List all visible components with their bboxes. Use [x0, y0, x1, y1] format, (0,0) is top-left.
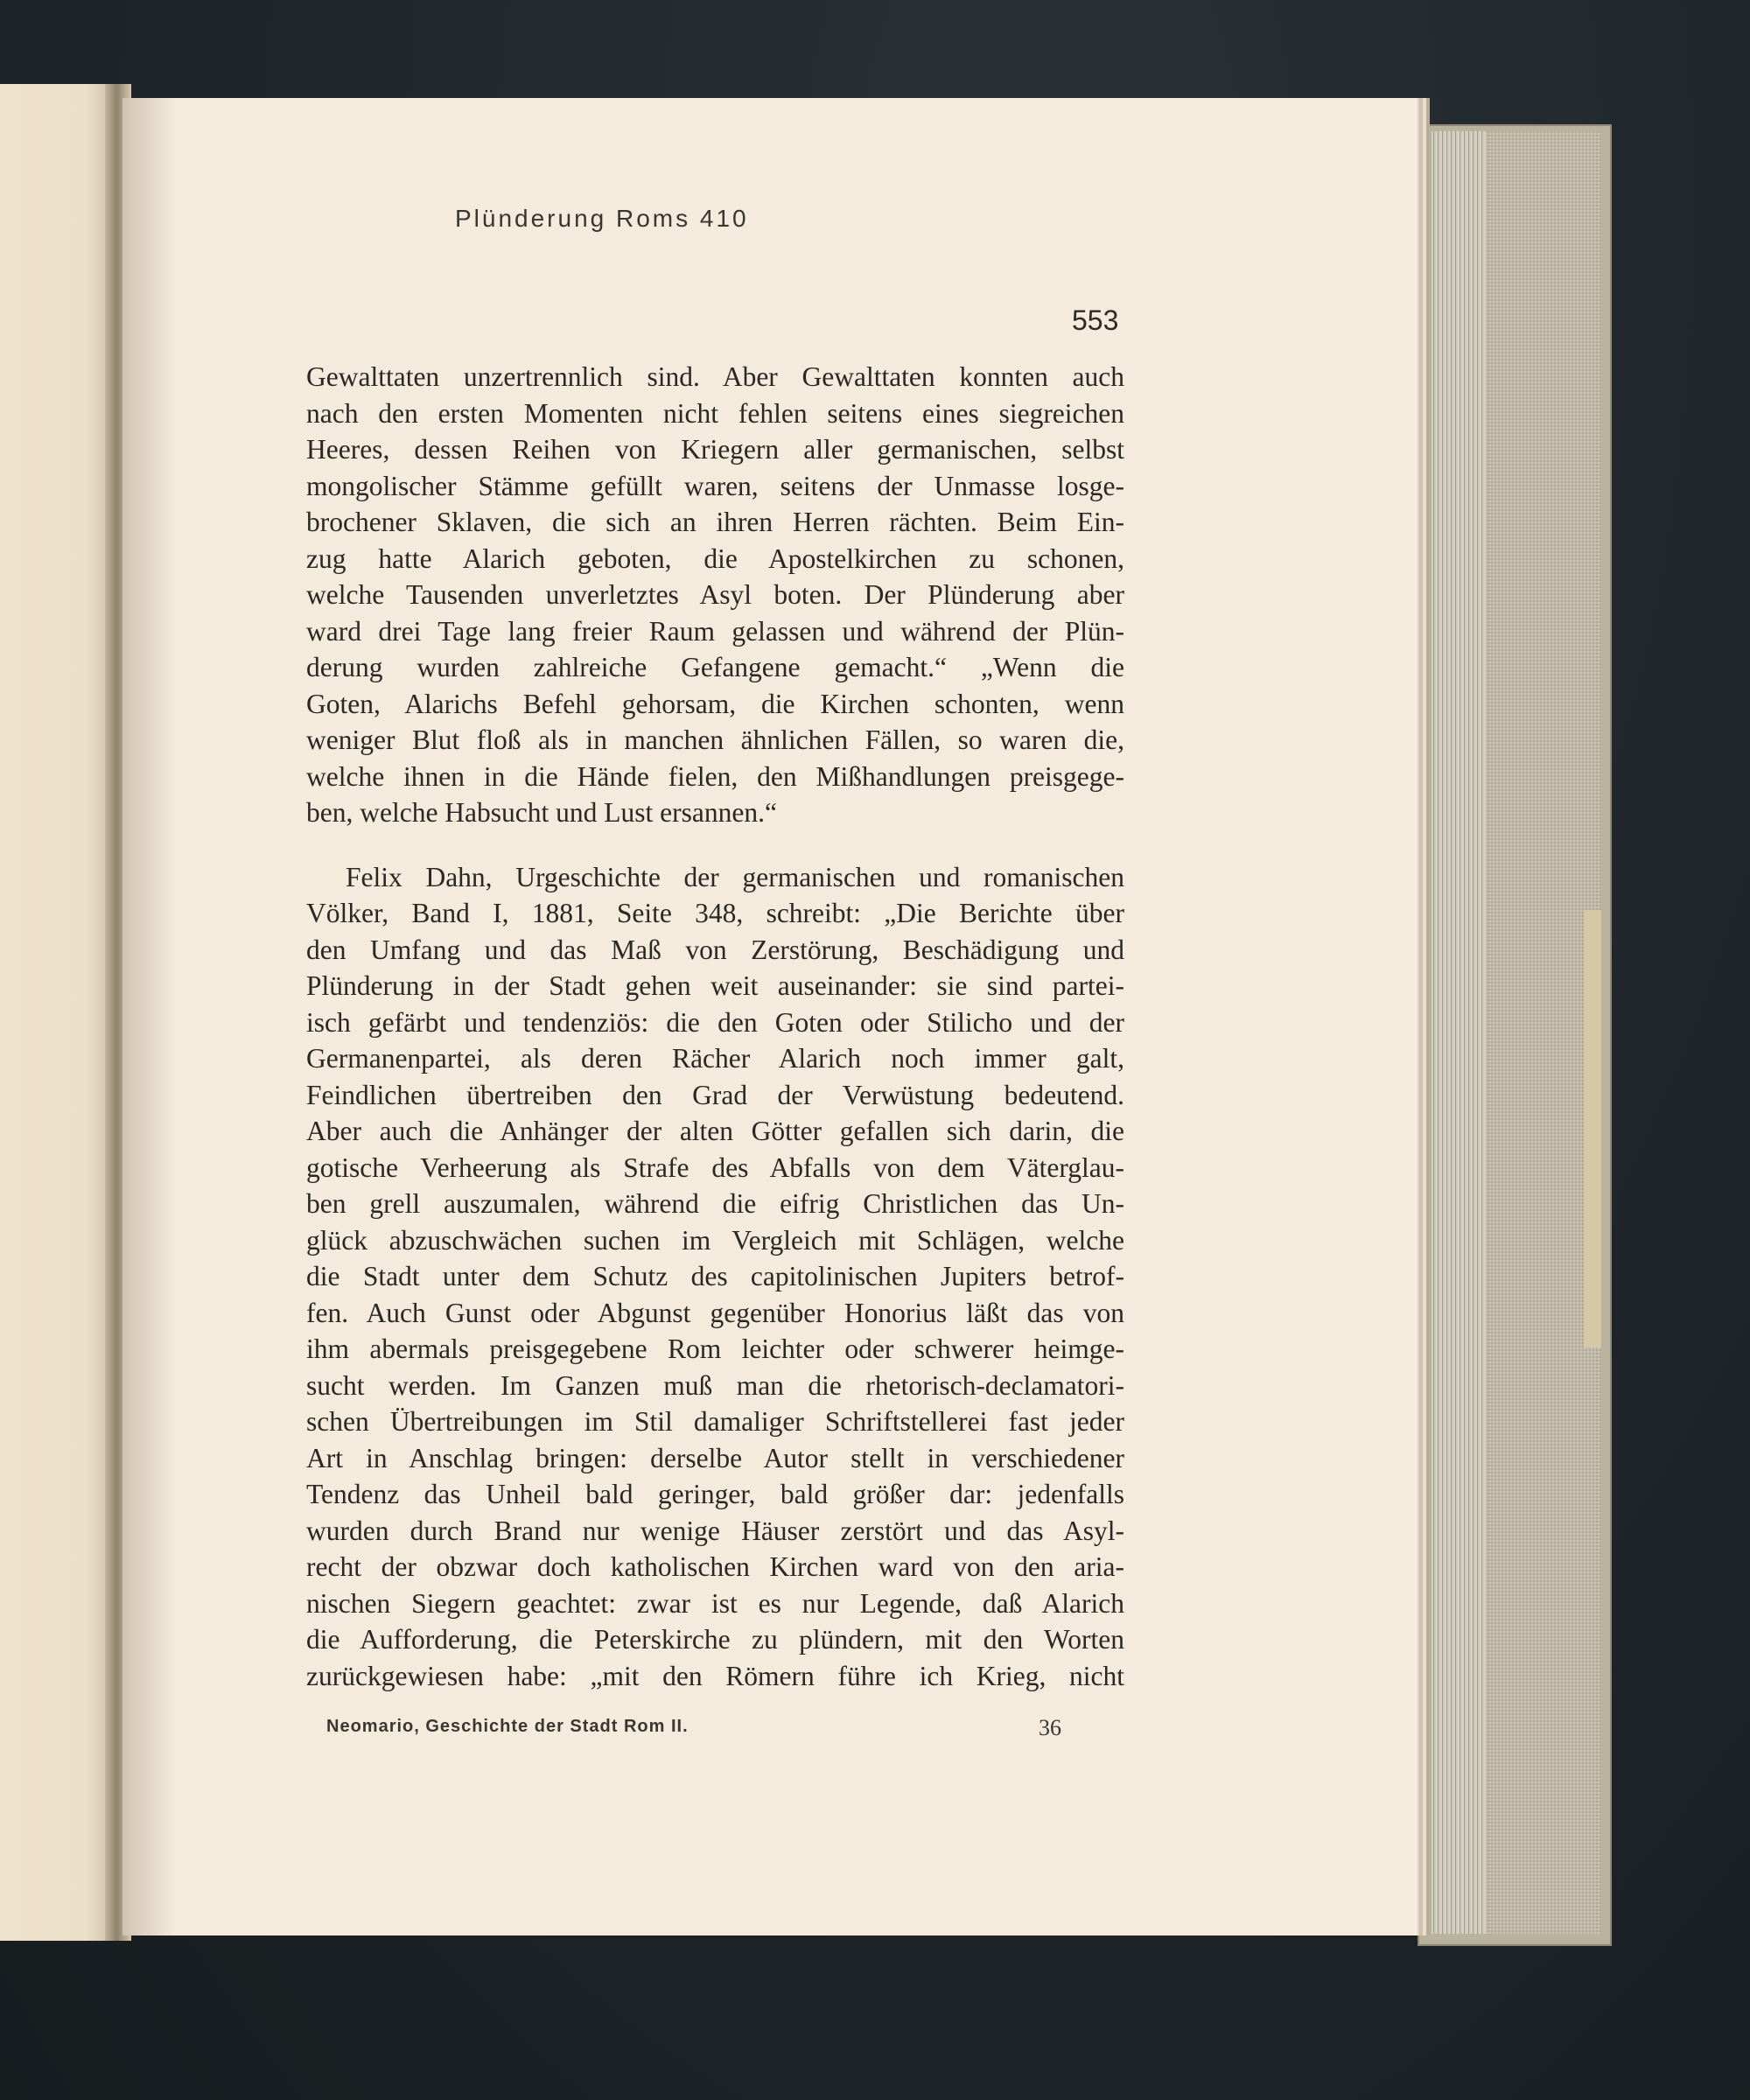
text-line: mongolischer Stämme gefüllt waren, seitens der Unmasse losge- — [306, 470, 1124, 501]
text-line: welche ihnen in die Hände fielen, den Mißhandlungen preisgege- — [306, 760, 1124, 792]
running-head: Plünderung Roms 410 — [455, 205, 749, 232]
text-line: Felix Dahn, Urgeschichte der germanischen und romanischen — [346, 861, 1124, 892]
text-line: Plünderung in der Stadt gehen weit auseinander: sie sind partei- — [306, 970, 1124, 1001]
text-line: Heeres, dessen Reihen von Kriegern aller germanischen, selbst — [306, 434, 1124, 465]
text-line: derung wurden zahlreiche Gefangene gemacht.“ „Wenn die — [306, 652, 1124, 682]
book-cloth-spine — [1479, 131, 1601, 1934]
page-block-edges — [1432, 131, 1486, 1934]
text-line: Gewalttaten unzertrennlich sind. Aber Gewalttaten konnten auch — [306, 361, 1124, 392]
spine-label-strip — [1584, 910, 1601, 1348]
text-line: nach den ersten Momenten nicht fehlen seitens eines siegreichen — [306, 397, 1124, 429]
text-line: Germanenpartei, als deren Rächer Alarich noch immer galt, — [306, 1043, 1124, 1074]
text-line: Aber auch die Anhänger der alten Götter gefallen sich darin, die — [306, 1116, 1124, 1146]
text-line: ward drei Tage lang freier Raum gelassen und während der Plün- — [306, 615, 1124, 647]
paragraph-1 — [306, 359, 1124, 831]
text-line: brochener Sklaven, die sich an ihren Herren rächten. Beim Ein- — [306, 507, 1124, 537]
text-line: sucht werden. Im Ganzen muß man die rhetorisch-declamatori- — [306, 1369, 1124, 1401]
signature-number: 36 — [1039, 1715, 1061, 1740]
text-line: fen. Auch Gunst oder Abgunst gegenüber Honorius läßt das von — [306, 1297, 1124, 1328]
paragraph-gap — [306, 831, 1124, 859]
text-line: glück abzuschwächen suchen im Vergleich mit Schlägen, welche — [306, 1224, 1124, 1256]
text-line: die Aufforderung, die Peterskirche zu plündern, mit den Worten — [306, 1624, 1124, 1655]
text-line: zug hatte Alarich geboten, die Apostelkirchen zu schonen, — [306, 542, 1124, 574]
text-line: Völker, Band I, 1881, Seite 348, schreibt: „Die Berichte über — [306, 898, 1124, 928]
text-line: Feindlichen übertreiben den Grad der Verwüstung bedeutend. — [306, 1079, 1124, 1110]
text-line: die Stadt unter dem Schutz des capitolinischen Jupiters betrof- — [306, 1261, 1124, 1292]
text-line: den Umfang und das Maß von Zerstörung, Beschädigung und — [306, 934, 1124, 965]
text-line: recht der obzwar doch katholischen Kirchen ward von den aria- — [306, 1551, 1124, 1582]
text-line: Tendenz das Unheil bald geringer, bald größer dar: jedenfalls — [306, 1479, 1124, 1509]
text-line: wurden durch Brand nur wenige Häuser zerstört und das Asyl- — [306, 1515, 1124, 1546]
body-text — [306, 359, 1124, 1694]
text-line: ben, welche Habsucht und Lust ersannen.“ — [306, 797, 777, 828]
text-line: weniger Blut floß als in manchen ähnlichen Fällen, so waren die, — [306, 724, 1124, 755]
text-line: ihm abermals preisgegebene Rom leichter oder schwerer heimge- — [306, 1334, 1124, 1364]
paragraph-2 — [306, 859, 1124, 1695]
text-line: zurückgewiesen habe: „mit den Römern führe ich Krieg, nicht — [306, 1660, 1124, 1691]
footer-signature: Neomario, Geschichte der Stadt Rom II. — [326, 1717, 689, 1736]
text-line: nischen Siegern geachtet: zwar ist es nur Legende, daß Alarich — [306, 1587, 1124, 1619]
page-gutter-shadow — [122, 98, 175, 1936]
text-line: ben grell auszumalen, während die eifrig Christlichen das Un- — [306, 1188, 1124, 1219]
text-line: schen Übertreibungen im Stil damaliger Schriftstellerei fast jeder — [306, 1406, 1124, 1437]
text-line: welche Tausenden unverletztes Asyl boten. Der Plünderung aber — [306, 579, 1124, 610]
text-line: Art in Anschlag bringen: derselbe Autor stellt in verschiedener — [306, 1442, 1124, 1474]
page-number: 553 — [1072, 304, 1119, 336]
text-line: isch gefärbt und tendenziös: die den Goten oder Stilicho und der — [306, 1006, 1124, 1038]
text-line: gotische Verheerung als Strafe des Abfalls von dem Väterglau- — [306, 1152, 1124, 1183]
text-line: Goten, Alarichs Befehl gehorsam, die Kirchen schonten, wenn — [306, 688, 1124, 719]
left-page-sliver — [0, 84, 121, 1941]
